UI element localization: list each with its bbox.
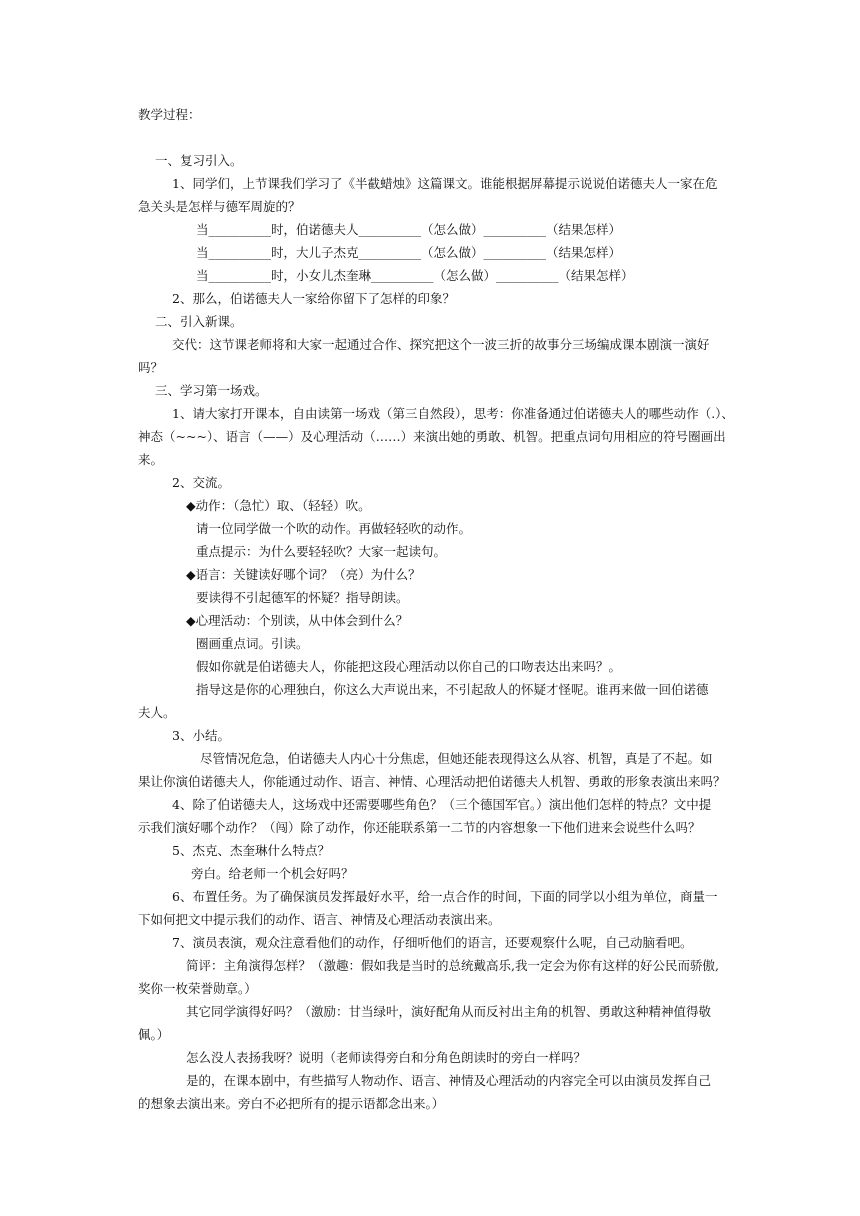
paragraph-line: 重点提示：为什么要轻轻吹？大家一起读句。 xyxy=(196,544,447,559)
paragraph-line: 神态（~~~）、语言（——）及心理活动（……）来演出她的勇敢、机智。把重点词句用相应的符号圈画出 xyxy=(138,429,726,444)
paragraph-line: 1、请大家打开课本，自由读第一场戏（第三自然段），思考：你准备通过伯诺德夫人的哪些动作（.）、 xyxy=(172,406,734,421)
paragraph-line: 6、布置任务。为了确保演员发挥最好水平，给一点合作的时间，下面的同学以小组为单位，商量一 xyxy=(172,889,718,904)
paragraph-line: 7、演员表演，观众注意看他们的动作，仔细听他们的语言，还要观察什么呢，自己动脑看吧。 xyxy=(172,935,693,950)
paragraph-line: 2、那么，伯诺德夫人一家给你留下了怎样的印象？ xyxy=(172,291,455,306)
paragraph-line: 怎么没人表扬我呀？说明（老师读得旁白和分角色朗读时的旁白一样吗？ xyxy=(186,1050,587,1065)
paragraph-line: 5、杰克、杰奎琳什么特点？ xyxy=(172,843,330,858)
paragraph-line: 3、小结。 xyxy=(172,728,230,743)
paragraph-line: 示我们演好哪个动作？（闯）除了动作，你还能联系第一二节的内容想象一下他们进来会说些什么吗？ xyxy=(138,820,701,835)
paragraph-line: 急关头是怎样与德军周旋的？ xyxy=(138,199,301,214)
paragraph-line: 指导这是你的心理独白，你这么大声说出来，不引起敌人的怀疑才怪呢。谁再来做一回伯诺德 xyxy=(196,682,709,697)
heading-review: 一、复习引入。 xyxy=(155,153,243,168)
paragraph-line: 要读得不引起德军的怀疑？指导朗读。 xyxy=(196,590,409,605)
paragraph-line: 圈画重点词。引读。 xyxy=(196,636,309,651)
fill-blank-line: 当__________时，大儿子杰克__________（怎么做）__________（结果怎样） xyxy=(196,245,622,260)
bullet-line: ◆心理活动：个别读，从中体会到什么？ xyxy=(186,613,409,628)
paragraph-line: 下如何把文中提示我们的动作、语言、神情及心理活动表演出来。 xyxy=(138,912,501,927)
section-title: 教学过程： xyxy=(138,107,201,122)
paragraph-line: 4、除了伯诺德夫人，这场戏中还需要哪些角色？（三个德国军官。）演出他们怎样的特点？文中提 xyxy=(172,797,712,812)
paragraph-line: 佩。） xyxy=(138,1027,170,1042)
paragraph-line: 交代：这节课老师将和大家一起通过合作、探究把这个一波三折的故事分三场编成课本剧演一演好 xyxy=(172,337,710,352)
paragraph-line: 1、同学们，上节课我们学习了《半截蜡烛》这篇课文。谁能根据屏幕提示说说伯诺德夫人一家在危 xyxy=(172,176,718,191)
paragraph-line: 夫人。 xyxy=(138,705,176,720)
bullet-line: ◆动作：（急忙）取、（轻轻）吹。 xyxy=(186,498,371,513)
heading-new-lesson: 二、引入新课。 xyxy=(155,314,243,329)
fill-blank-line: 当__________时，伯诺德夫人__________（怎么做）__________（结果怎样） xyxy=(196,222,622,237)
paragraph-line: 是的，在课本剧中，有些描写人物动作、语言、神情及心理活动的内容完全可以由演员发挥自己 xyxy=(186,1073,712,1088)
paragraph-line: 尽管情况危急，伯诺德夫人内心十分焦虑，但她还能表现得这么从容、机智，真是了不起。如 xyxy=(200,751,713,766)
fill-blank-line: 当__________时，小女儿杰奎琳__________（怎么做）__________（结果怎样） xyxy=(196,268,634,283)
bullet-line: ◆语言：关键读好哪个词？（亮）为什么？ xyxy=(186,567,421,582)
paragraph-line: 假如你就是伯诺德夫人，你能把这段心理活动以你自己的口吻表达出来吗？。 xyxy=(196,659,622,674)
paragraph-line: 2、交流。 xyxy=(172,475,230,490)
paragraph-line: 奖你一枚荣誉勋章。） xyxy=(138,981,257,996)
paragraph-line: 其它同学演得好吗？（激励：甘当绿叶，演好配角从而反衬出主角的机智、勇敢这种精神值得敬 xyxy=(186,1004,712,1019)
paragraph-line: 简评：主角演得怎样？（激趣：假如我是当时的总统戴高乐,我一定会为你有这样的好公民而骄傲, xyxy=(186,958,719,973)
paragraph-line: 请一位同学做一个吹的动作。再做轻轻吹的动作。 xyxy=(196,521,472,536)
paragraph-line: 的想象去演出来。旁白不必把所有的提示语都念出来。） xyxy=(138,1096,445,1111)
heading-scene-one: 三、学习第一场戏。 xyxy=(155,383,268,398)
paragraph-line: 来。 xyxy=(138,452,164,467)
paragraph-line: 旁白。给老师一个机会好吗？ xyxy=(191,866,354,881)
paragraph-line: 果让你演伯诺德夫人，你能通过动作、语言、神情、心理活动把伯诺德夫人机智、勇敢的形象表演出来吗？ xyxy=(138,774,726,789)
paragraph-line: 吗？ xyxy=(138,360,164,375)
